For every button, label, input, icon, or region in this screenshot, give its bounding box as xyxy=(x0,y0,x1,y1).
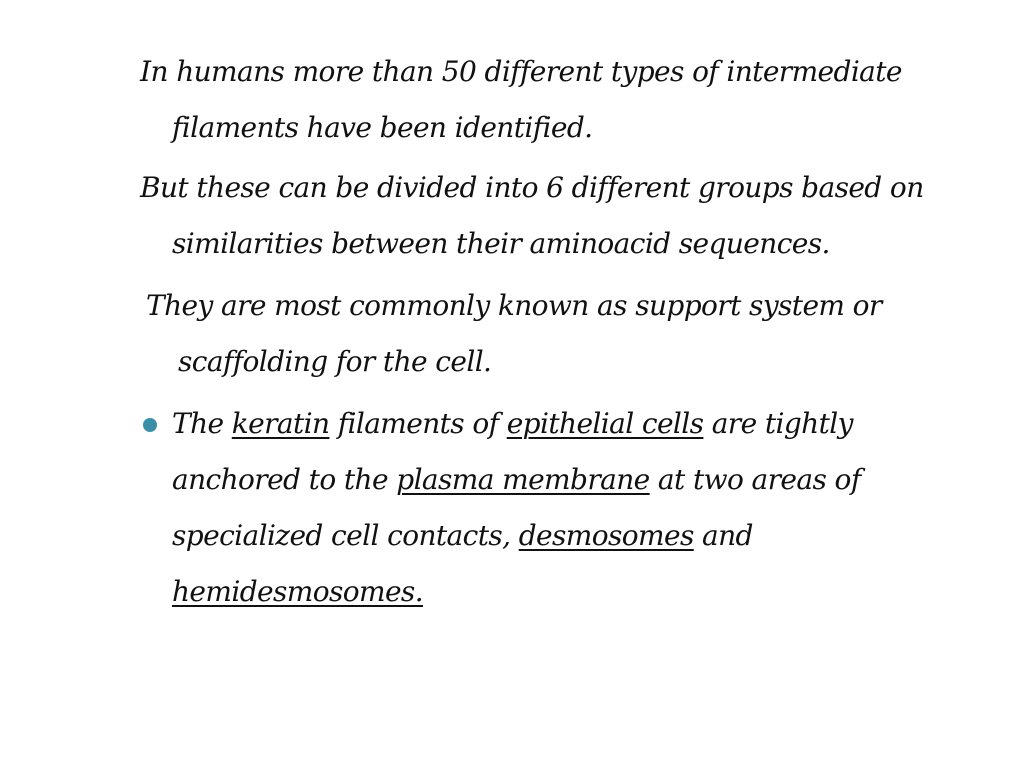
link-hemidesmosomes[interactable]: hemidesmosomes. xyxy=(172,575,423,608)
paragraph-line xyxy=(140,452,960,508)
paragraph-line xyxy=(140,564,960,620)
text-run: are tightly xyxy=(703,407,853,440)
link-desmosomes[interactable]: desmosomes xyxy=(518,519,694,552)
paragraph-intermediate-filaments-count xyxy=(140,44,960,156)
paragraph-line: But these can be divided into 6 different groups based on xyxy=(140,171,924,204)
text-run: The xyxy=(172,407,232,440)
paragraph-line: filaments have been identified. xyxy=(172,111,593,144)
paragraph-line: They are most commonly known as support system or xyxy=(146,289,882,322)
paragraph-support-system xyxy=(146,278,966,390)
paragraph-line: scaffolding for the cell. xyxy=(178,345,492,378)
text-run: specialized cell contacts, xyxy=(172,519,519,552)
text-run: at two areas of xyxy=(649,463,861,496)
link-keratin[interactable]: keratin xyxy=(231,407,330,440)
paragraph-line: similarities between their aminoacid sequences. xyxy=(172,227,830,260)
link-epithelial-cells[interactable]: epithelial cells xyxy=(506,407,704,440)
text-run: and xyxy=(693,519,753,552)
text-run: filaments of xyxy=(329,407,507,440)
paragraph-groups xyxy=(140,160,960,272)
paragraph-line xyxy=(140,508,960,564)
paragraph-line xyxy=(140,396,960,452)
paragraph-line: In humans more than 50 different types of intermediate xyxy=(140,55,902,88)
link-plasma-membrane[interactable]: plasma membrane xyxy=(396,463,650,496)
bullet-paragraph-keratin xyxy=(140,396,960,620)
text-run: anchored to the xyxy=(172,463,397,496)
